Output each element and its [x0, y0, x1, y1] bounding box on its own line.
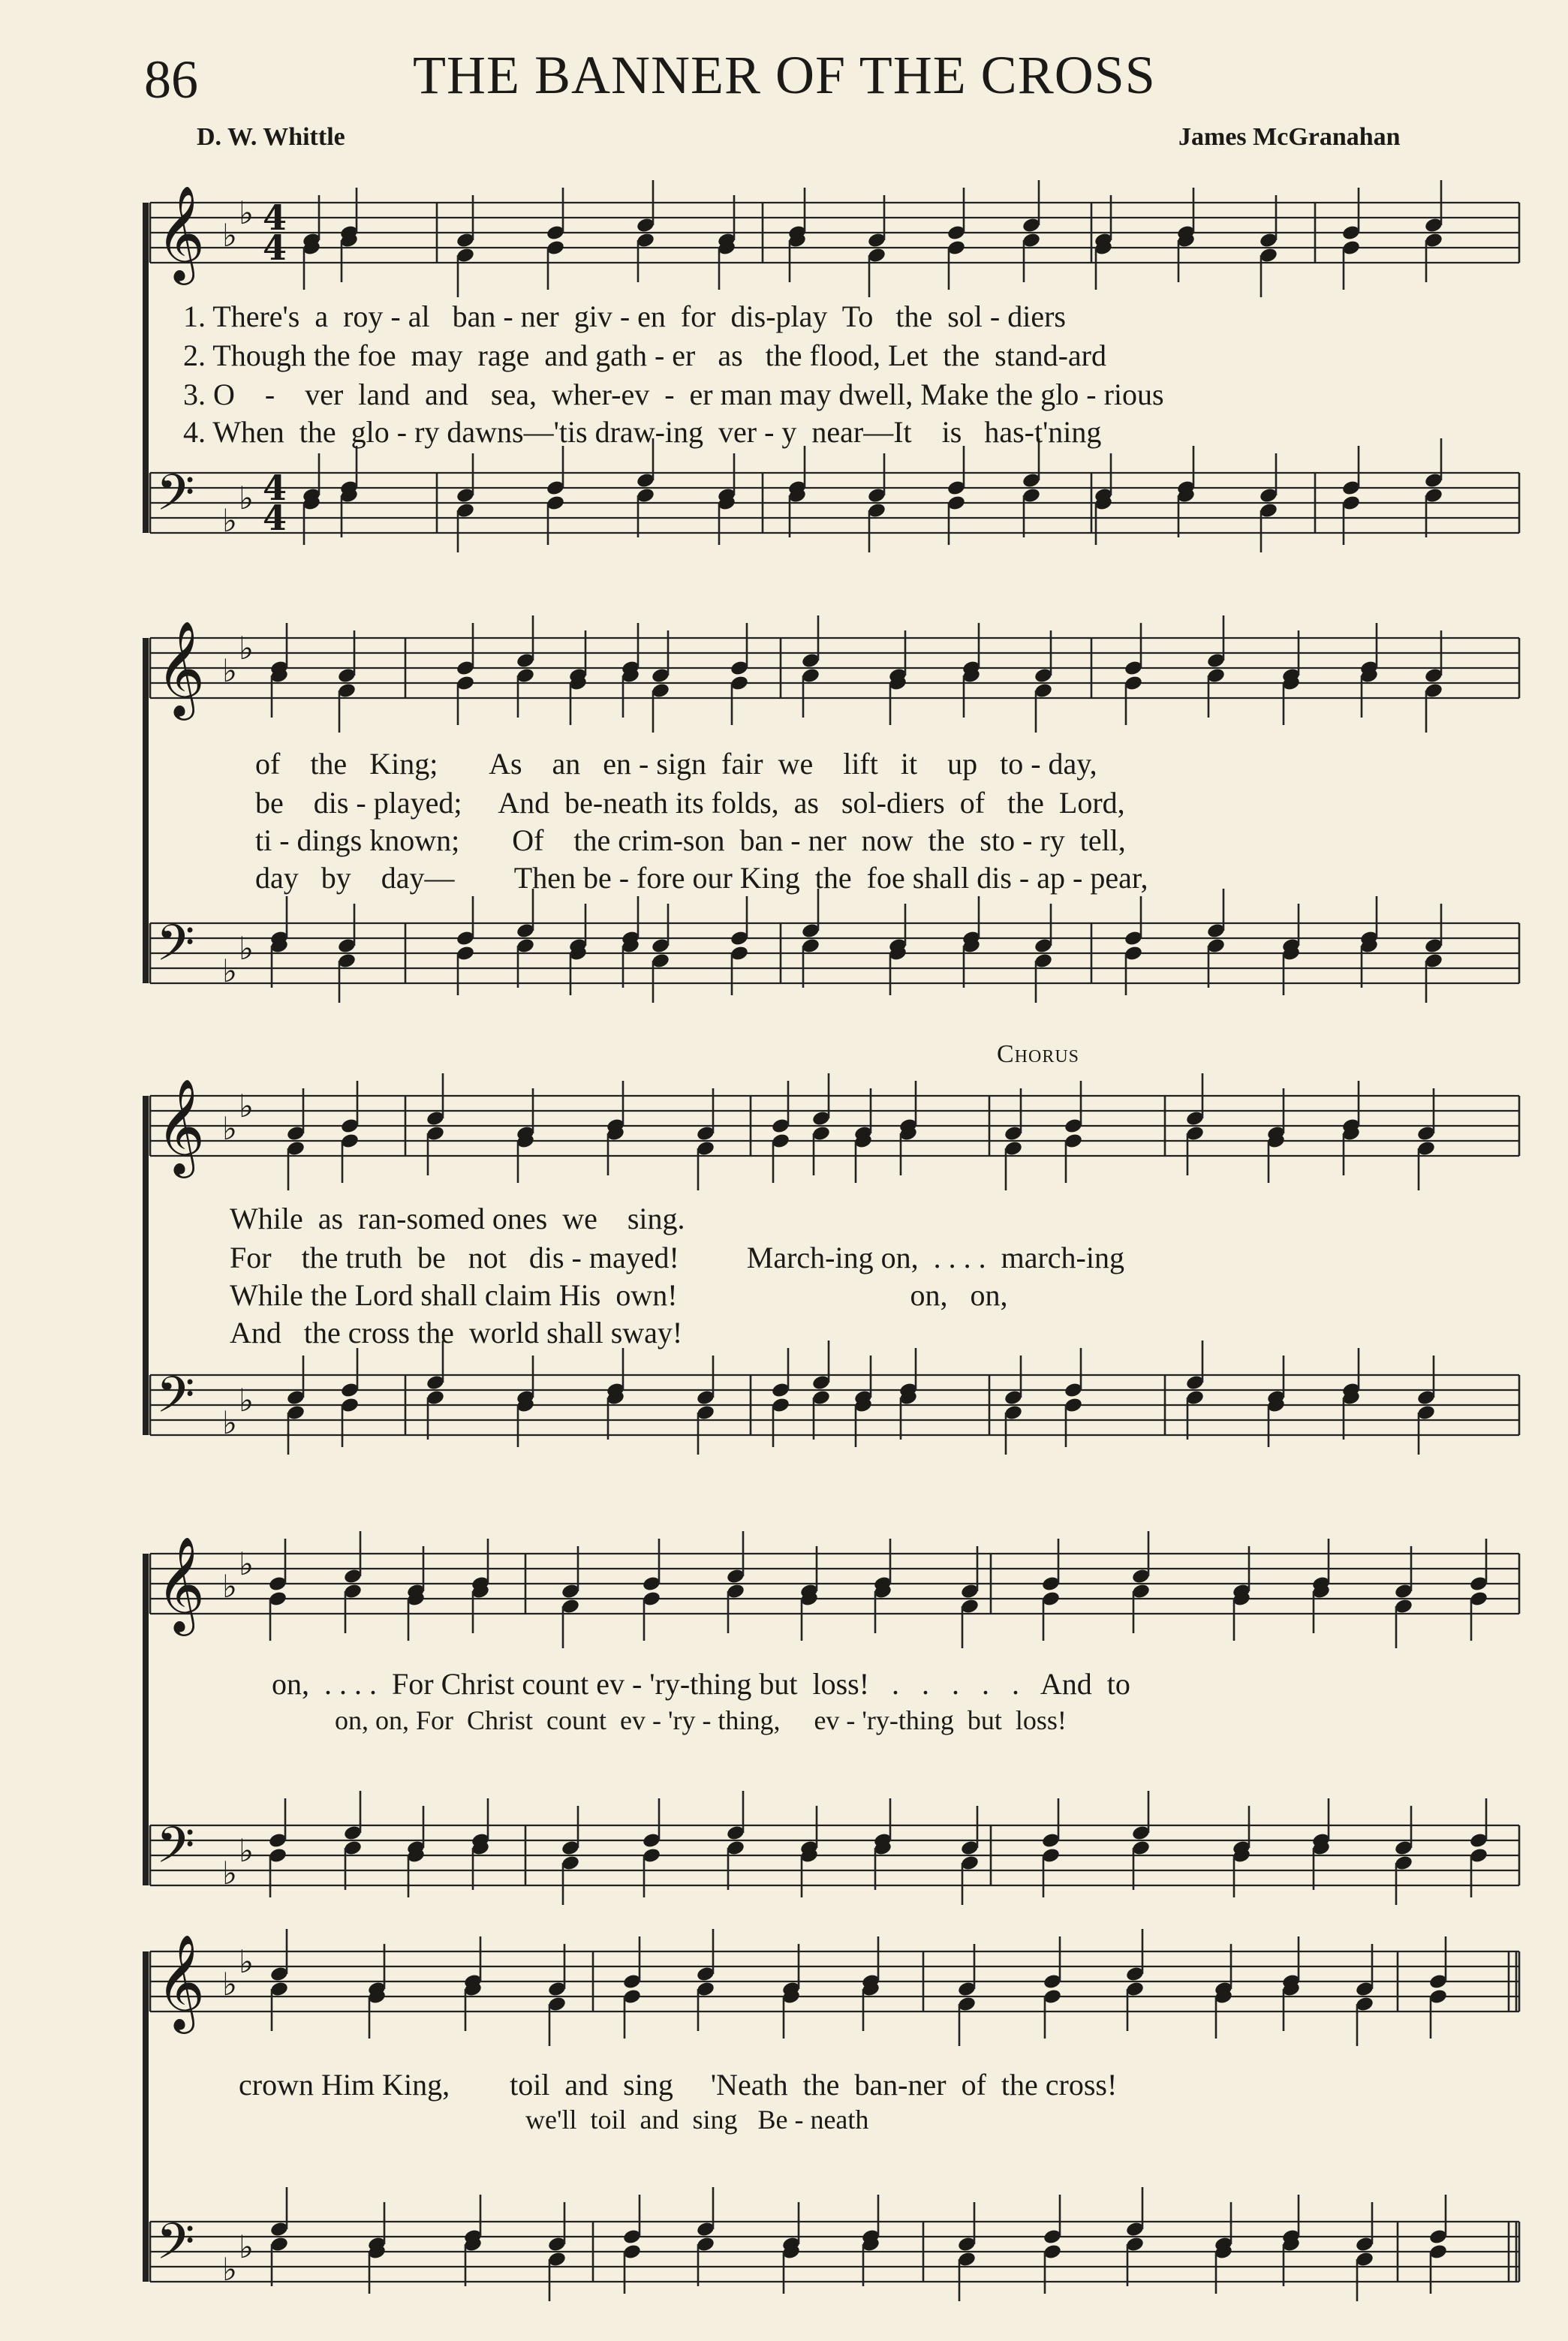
flat-icon: ♭ [239, 2228, 254, 2265]
lyricist-credit: D. W. Whittle [197, 123, 345, 151]
treble-clef-icon: 𝄞 [156, 185, 206, 281]
flat-icon: ♭ [239, 1832, 254, 1869]
lyric-verse-2-line-1: 2. Though the foe may rage and gath - er as the flood, Let the stand-ard [183, 339, 1106, 372]
time-signature-top: 4 [263, 468, 287, 508]
chorus-lyric-line-2: crown Him King, toil and sing 'Neath the ban-ner of the cross! [239, 2068, 1118, 2102]
flat-icon: ♭ [222, 502, 237, 539]
bass-clef-icon: 𝄢 [156, 464, 195, 534]
flat-icon: ♭ [222, 2251, 237, 2288]
time-signature-bottom: 4 [263, 227, 287, 268]
lyric-verse-4-line-3: And the cross the world shall sway! [230, 1316, 683, 1350]
bass-clef-icon: 𝄢 [156, 914, 195, 984]
flat-icon: ♭ [239, 1943, 254, 1980]
bass-clef-icon: 𝄢 [156, 1366, 195, 1436]
lyric-verse-1-line-1: 1. There's a roy - al ban - ner giv - en for dis-play To the sol - diers [183, 299, 1066, 333]
treble-clef-icon: 𝄞 [156, 1078, 206, 1174]
flat-icon: ♭ [222, 1110, 237, 1147]
time-signature-bottom: 4 [263, 498, 287, 538]
flat-icon: ♭ [222, 1966, 237, 2002]
lyric-verse-2-line-3: For the truth be not dis - mayed! March-ing on, . . . . march-ing [230, 1241, 1124, 1274]
lyric-verse-1-line-3: While as ran-somed ones we sing. [230, 1202, 685, 1235]
flat-icon: ♭ [239, 194, 254, 231]
lyric-verse-3-line-1: 3. O - ver land and sea, wher-ev - er man may dwell, Make the glo - rious [183, 378, 1164, 411]
treble-clef-icon: 𝄞 [156, 1536, 206, 1632]
chorus-lyric-line-2-alto: we'll toil and sing Be - neath [525, 2105, 869, 2135]
flat-icon: ♭ [239, 630, 254, 666]
lyric-verse-3-line-2: ti - dings known; Of the crim-son ban - ner now the sto - ry tell, [255, 823, 1126, 857]
lyric-verse-1-line-2: of the King; As an en - sign fair we lift it up to - day, [255, 747, 1097, 781]
flat-icon: ♭ [239, 1382, 254, 1419]
hymn-title: THE BANNER OF THE CROSS [413, 45, 1156, 105]
lyric-verse-2-line-2: be dis - played; And be-neath its folds, as sol-diers of the Lord, [255, 786, 1125, 820]
lyric-verse-4-line-1: 4. When the glo - ry dawns—'tis draw-ing ver - y near—It is has-t'ning [183, 415, 1102, 449]
flat-icon: ♭ [222, 952, 237, 989]
treble-clef-icon: 𝄞 [156, 1933, 206, 2030]
flat-icon: ♭ [239, 480, 254, 516]
flat-icon: ♭ [222, 652, 237, 689]
lyric-verse-3-line-3: While the Lord shall claim His own! on, on, [230, 1278, 1008, 1312]
time-signature-top: 4 [263, 197, 287, 238]
flat-icon: ♭ [239, 1545, 254, 1582]
flat-icon: ♭ [222, 1568, 237, 1605]
chorus-lyric-line-1-alto: on, on, For Christ count ev - 'ry - thing, ev - 'ry-thing but loss! [335, 1705, 1067, 1735]
chorus-lyric-line-1: on, . . . . For Christ count ev - 'ry-thing but loss! . . . . . And to [272, 1667, 1130, 1701]
flat-icon: ♭ [222, 1404, 237, 1441]
hymn-number: 86 [144, 50, 198, 110]
composer-credit: James McGranahan [1178, 123, 1401, 151]
bass-clef-icon: 𝄢 [156, 2213, 195, 2282]
flat-icon: ♭ [239, 1088, 254, 1124]
bass-clef-icon: 𝄢 [156, 1816, 195, 1886]
flat-icon: ♭ [239, 930, 254, 967]
lyric-verse-4-line-2: day by day— Then be - fore our King the foe shall dis - ap - pear, [255, 861, 1148, 895]
chorus-label: Chorus [997, 1040, 1080, 1068]
flat-icon: ♭ [222, 1855, 237, 1891]
flat-icon: ♭ [222, 217, 237, 254]
treble-clef-icon: 𝄞 [156, 620, 206, 716]
